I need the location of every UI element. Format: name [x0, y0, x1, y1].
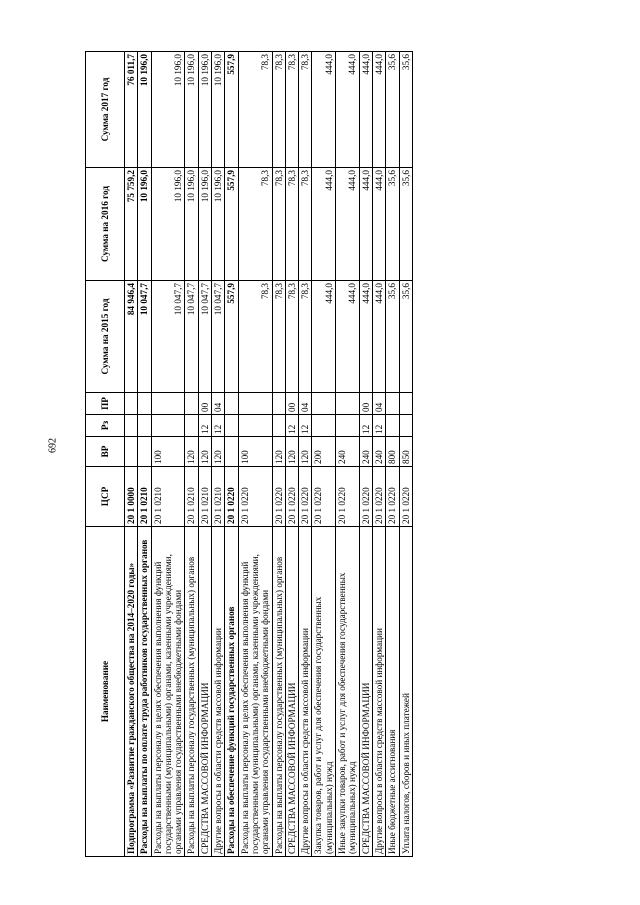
- cell-csr: 20 1 0220: [336, 467, 360, 527]
- cell-name: СРЕДСТВА МАССОВОЙ ИНФОРМАЦИИ: [285, 527, 298, 857]
- cell-sum-2015: 444,0: [336, 281, 360, 393]
- cell-csr: 20 1 0220: [238, 467, 272, 527]
- cell-sum-2016: 78,3: [285, 168, 298, 281]
- cell-sum-2016: 444,0: [359, 168, 372, 281]
- cell-rz: 12: [372, 415, 385, 437]
- cell-name: Закупка товаров, работ и услуг для обеспечения государственных (муниципальных) нужд: [312, 527, 336, 857]
- cell-csr: 20 1 0000: [125, 467, 138, 527]
- cell-pr: 00: [285, 393, 298, 415]
- cell-sum-2015: 35,6: [399, 281, 412, 393]
- cell-sum-2017: 10 196,0: [151, 52, 185, 168]
- cell-sum-2017: 78,3: [285, 52, 298, 168]
- cell-sum-2015: 78,3: [285, 281, 298, 393]
- cell-sum-2017: 76 011,7: [125, 52, 138, 168]
- cell-vr: 200: [312, 437, 336, 467]
- table-row: [198, 52, 211, 857]
- cell-pr: 00: [198, 393, 211, 415]
- cell-csr: 20 1 0220: [272, 467, 285, 527]
- cell-csr: 20 1 0220: [225, 467, 238, 527]
- cell-name: СРЕДСТВА МАССОВОЙ ИНФОРМАЦИИ: [359, 527, 372, 857]
- header-rz: Рз: [86, 415, 125, 437]
- cell-name: Расходы на выплаты персоналу государственных (муниципальных) органов: [272, 527, 285, 857]
- cell-name: Расходы на выплаты персоналу в целях обеспечения выполнения функций государственными (муниципальными) органами, казенными учреждениями, органами управления государственными внебюджетными фондами: [238, 527, 272, 857]
- cell-sum-2015: 10 047,7: [138, 281, 151, 393]
- cell-csr: 20 1 0210: [138, 467, 151, 527]
- cell-csr: 20 1 0220: [372, 467, 385, 527]
- cell-sum-2015: 78,3: [272, 281, 285, 393]
- cell-sum-2017: 35,6: [386, 52, 399, 168]
- cell-sum-2017: 10 196,0: [198, 52, 211, 168]
- cell-rz: 12: [299, 415, 312, 437]
- cell-vr: [125, 437, 138, 467]
- cell-sum-2017: 78,3: [238, 52, 272, 168]
- cell-name: Иные бюджетные ассигнования: [386, 527, 399, 857]
- cell-pr: 04: [372, 393, 385, 415]
- table-row: [285, 52, 298, 857]
- cell-rz: [386, 415, 399, 437]
- cell-csr: 20 1 0220: [312, 467, 336, 527]
- cell-vr: 100: [238, 437, 272, 467]
- table-row: [336, 52, 360, 857]
- cell-sum-2016: 10 196,0: [198, 168, 211, 281]
- cell-sum-2017: 10 196,0: [212, 52, 225, 168]
- cell-rz: [272, 415, 285, 437]
- cell-sum-2015: 78,3: [238, 281, 272, 393]
- cell-sum-2015: 78,3: [299, 281, 312, 393]
- cell-csr: 20 1 0210: [185, 467, 198, 527]
- cell-csr: 20 1 0220: [285, 467, 298, 527]
- cell-rz: [225, 415, 238, 437]
- cell-pr: [125, 393, 138, 415]
- cell-sum-2016: 10 196,0: [151, 168, 185, 281]
- table-row: [185, 52, 198, 857]
- cell-name: Расходы на выплаты персоналу в целях обеспечения выполнения функций государственными (муниципальными) органами, казенными учреждениями, органами управления государственными внебюджетными фондами: [151, 527, 185, 857]
- cell-pr: [238, 393, 272, 415]
- cell-vr: 120: [198, 437, 211, 467]
- header-sum-2016: Сумма на 2016 год: [86, 168, 125, 281]
- cell-name: Иные закупки товаров, работ и услуг для обеспечения государственных (муниципальных) нужд: [336, 527, 360, 857]
- cell-vr: [138, 437, 151, 467]
- cell-sum-2015: 10 047,7: [185, 281, 198, 393]
- cell-vr: 850: [399, 437, 412, 467]
- cell-vr: 240: [359, 437, 372, 467]
- cell-sum-2016: 35,6: [399, 168, 412, 281]
- table-header-row: [86, 52, 125, 857]
- cell-pr: [138, 393, 151, 415]
- cell-sum-2017: 35,6: [399, 52, 412, 168]
- cell-sum-2016: 10 196,0: [185, 168, 198, 281]
- cell-rz: 12: [285, 415, 298, 437]
- header-pr: ПР: [86, 393, 125, 415]
- cell-rz: [399, 415, 412, 437]
- cell-pr: [399, 393, 412, 415]
- cell-name: Расходы на выплаты по оплате труда работников государственных органов: [138, 527, 151, 857]
- table-row: [272, 52, 285, 857]
- table-row: [125, 52, 138, 857]
- cell-rz: [312, 415, 336, 437]
- cell-name: СРЕДСТВА МАССОВОЙ ИНФОРМАЦИИ: [198, 527, 211, 857]
- cell-csr: 20 1 0210: [212, 467, 225, 527]
- cell-name: Другие вопросы в области средств массовой информации: [372, 527, 385, 857]
- rotated-page-content: [85, 52, 597, 857]
- cell-sum-2015: 10 047,7: [198, 281, 211, 393]
- table-row: [399, 52, 412, 857]
- cell-rz: [238, 415, 272, 437]
- cell-rz: [151, 415, 185, 437]
- cell-sum-2017: 444,0: [312, 52, 336, 168]
- cell-name: Расходы на выплаты персоналу государственных (муниципальных) органов: [185, 527, 198, 857]
- table-row: [138, 52, 151, 857]
- cell-sum-2017: 10 196,0: [138, 52, 151, 168]
- table-row: [212, 52, 225, 857]
- table-row: [238, 52, 272, 857]
- page-number: 692: [47, 438, 59, 453]
- cell-rz: [138, 415, 151, 437]
- cell-sum-2015: 557,9: [225, 281, 238, 393]
- cell-pr: 00: [359, 393, 372, 415]
- cell-sum-2017: 444,0: [336, 52, 360, 168]
- cell-rz: [125, 415, 138, 437]
- cell-sum-2017: 78,3: [272, 52, 285, 168]
- cell-sum-2016: 444,0: [312, 168, 336, 281]
- cell-sum-2015: 444,0: [359, 281, 372, 393]
- cell-pr: 04: [299, 393, 312, 415]
- header-sum-2017: Сумма 2017 год: [86, 52, 125, 168]
- table-row: [372, 52, 385, 857]
- header-name: Наименование: [86, 527, 125, 857]
- cell-csr: 20 1 0220: [399, 467, 412, 527]
- cell-pr: [185, 393, 198, 415]
- cell-sum-2015: 84 946,4: [125, 281, 138, 393]
- cell-rz: [336, 415, 360, 437]
- cell-name: Другие вопросы в области средств массовой информации: [299, 527, 312, 857]
- cell-pr: [225, 393, 238, 415]
- cell-csr: 20 1 0210: [198, 467, 211, 527]
- cell-sum-2016: 444,0: [336, 168, 360, 281]
- cell-rz: 12: [359, 415, 372, 437]
- table-row: [151, 52, 185, 857]
- cell-sum-2015: 10 047,7: [212, 281, 225, 393]
- table-row: [299, 52, 312, 857]
- cell-csr: 20 1 0220: [386, 467, 399, 527]
- budget-table: [85, 51, 413, 857]
- cell-sum-2016: 75 759,2: [125, 168, 138, 281]
- cell-rz: 12: [212, 415, 225, 437]
- cell-rz: 12: [198, 415, 211, 437]
- cell-vr: 120: [185, 437, 198, 467]
- cell-csr: 20 1 0220: [359, 467, 372, 527]
- cell-name: Уплата налогов, сборов и иных платежей: [399, 527, 412, 857]
- cell-sum-2016: 10 196,0: [138, 168, 151, 281]
- table-row: [225, 52, 238, 857]
- cell-sum-2015: 444,0: [312, 281, 336, 393]
- cell-pr: [272, 393, 285, 415]
- cell-sum-2016: 35,6: [386, 168, 399, 281]
- cell-vr: 120: [285, 437, 298, 467]
- cell-pr: 04: [212, 393, 225, 415]
- cell-vr: 100: [151, 437, 185, 467]
- cell-vr: 120: [272, 437, 285, 467]
- cell-sum-2017: 10 196,0: [185, 52, 198, 168]
- cell-csr: 20 1 0210: [151, 467, 185, 527]
- table-row: [312, 52, 336, 857]
- cell-sum-2016: 444,0: [372, 168, 385, 281]
- cell-pr: [336, 393, 360, 415]
- cell-pr: [151, 393, 185, 415]
- cell-sum-2016: 10 196,0: [212, 168, 225, 281]
- cell-sum-2015: 10 047,7: [151, 281, 185, 393]
- cell-sum-2017: 78,3: [299, 52, 312, 168]
- header-vr: ВР: [86, 437, 125, 467]
- cell-pr: [386, 393, 399, 415]
- cell-sum-2016: 78,3: [238, 168, 272, 281]
- cell-vr: 800: [386, 437, 399, 467]
- cell-vr: [225, 437, 238, 467]
- cell-sum-2017: 444,0: [372, 52, 385, 168]
- cell-csr: 20 1 0220: [299, 467, 312, 527]
- cell-vr: 240: [336, 437, 360, 467]
- table-row: [359, 52, 372, 857]
- cell-sum-2015: 444,0: [372, 281, 385, 393]
- table-row: [386, 52, 399, 857]
- cell-pr: [312, 393, 336, 415]
- cell-vr: 240: [372, 437, 385, 467]
- cell-rz: [185, 415, 198, 437]
- cell-sum-2016: 78,3: [272, 168, 285, 281]
- cell-name: Подпрограмма «Развитие гражданского общества на 2014–2020 годы»: [125, 527, 138, 857]
- header-sum-2015: Сумма на 2015 год: [86, 281, 125, 393]
- header-csr: ЦСР: [86, 467, 125, 527]
- cell-name: Другие вопросы в области средств массовой информации: [212, 527, 225, 857]
- cell-name: Расходы на обеспечение функций государственных органов: [225, 527, 238, 857]
- cell-vr: 120: [212, 437, 225, 467]
- cell-sum-2015: 35,6: [386, 281, 399, 393]
- cell-sum-2016: 78,3: [299, 168, 312, 281]
- cell-vr: 120: [299, 437, 312, 467]
- cell-sum-2017: 444,0: [359, 52, 372, 168]
- cell-sum-2017: 557,9: [225, 52, 238, 168]
- cell-sum-2016: 557,9: [225, 168, 238, 281]
